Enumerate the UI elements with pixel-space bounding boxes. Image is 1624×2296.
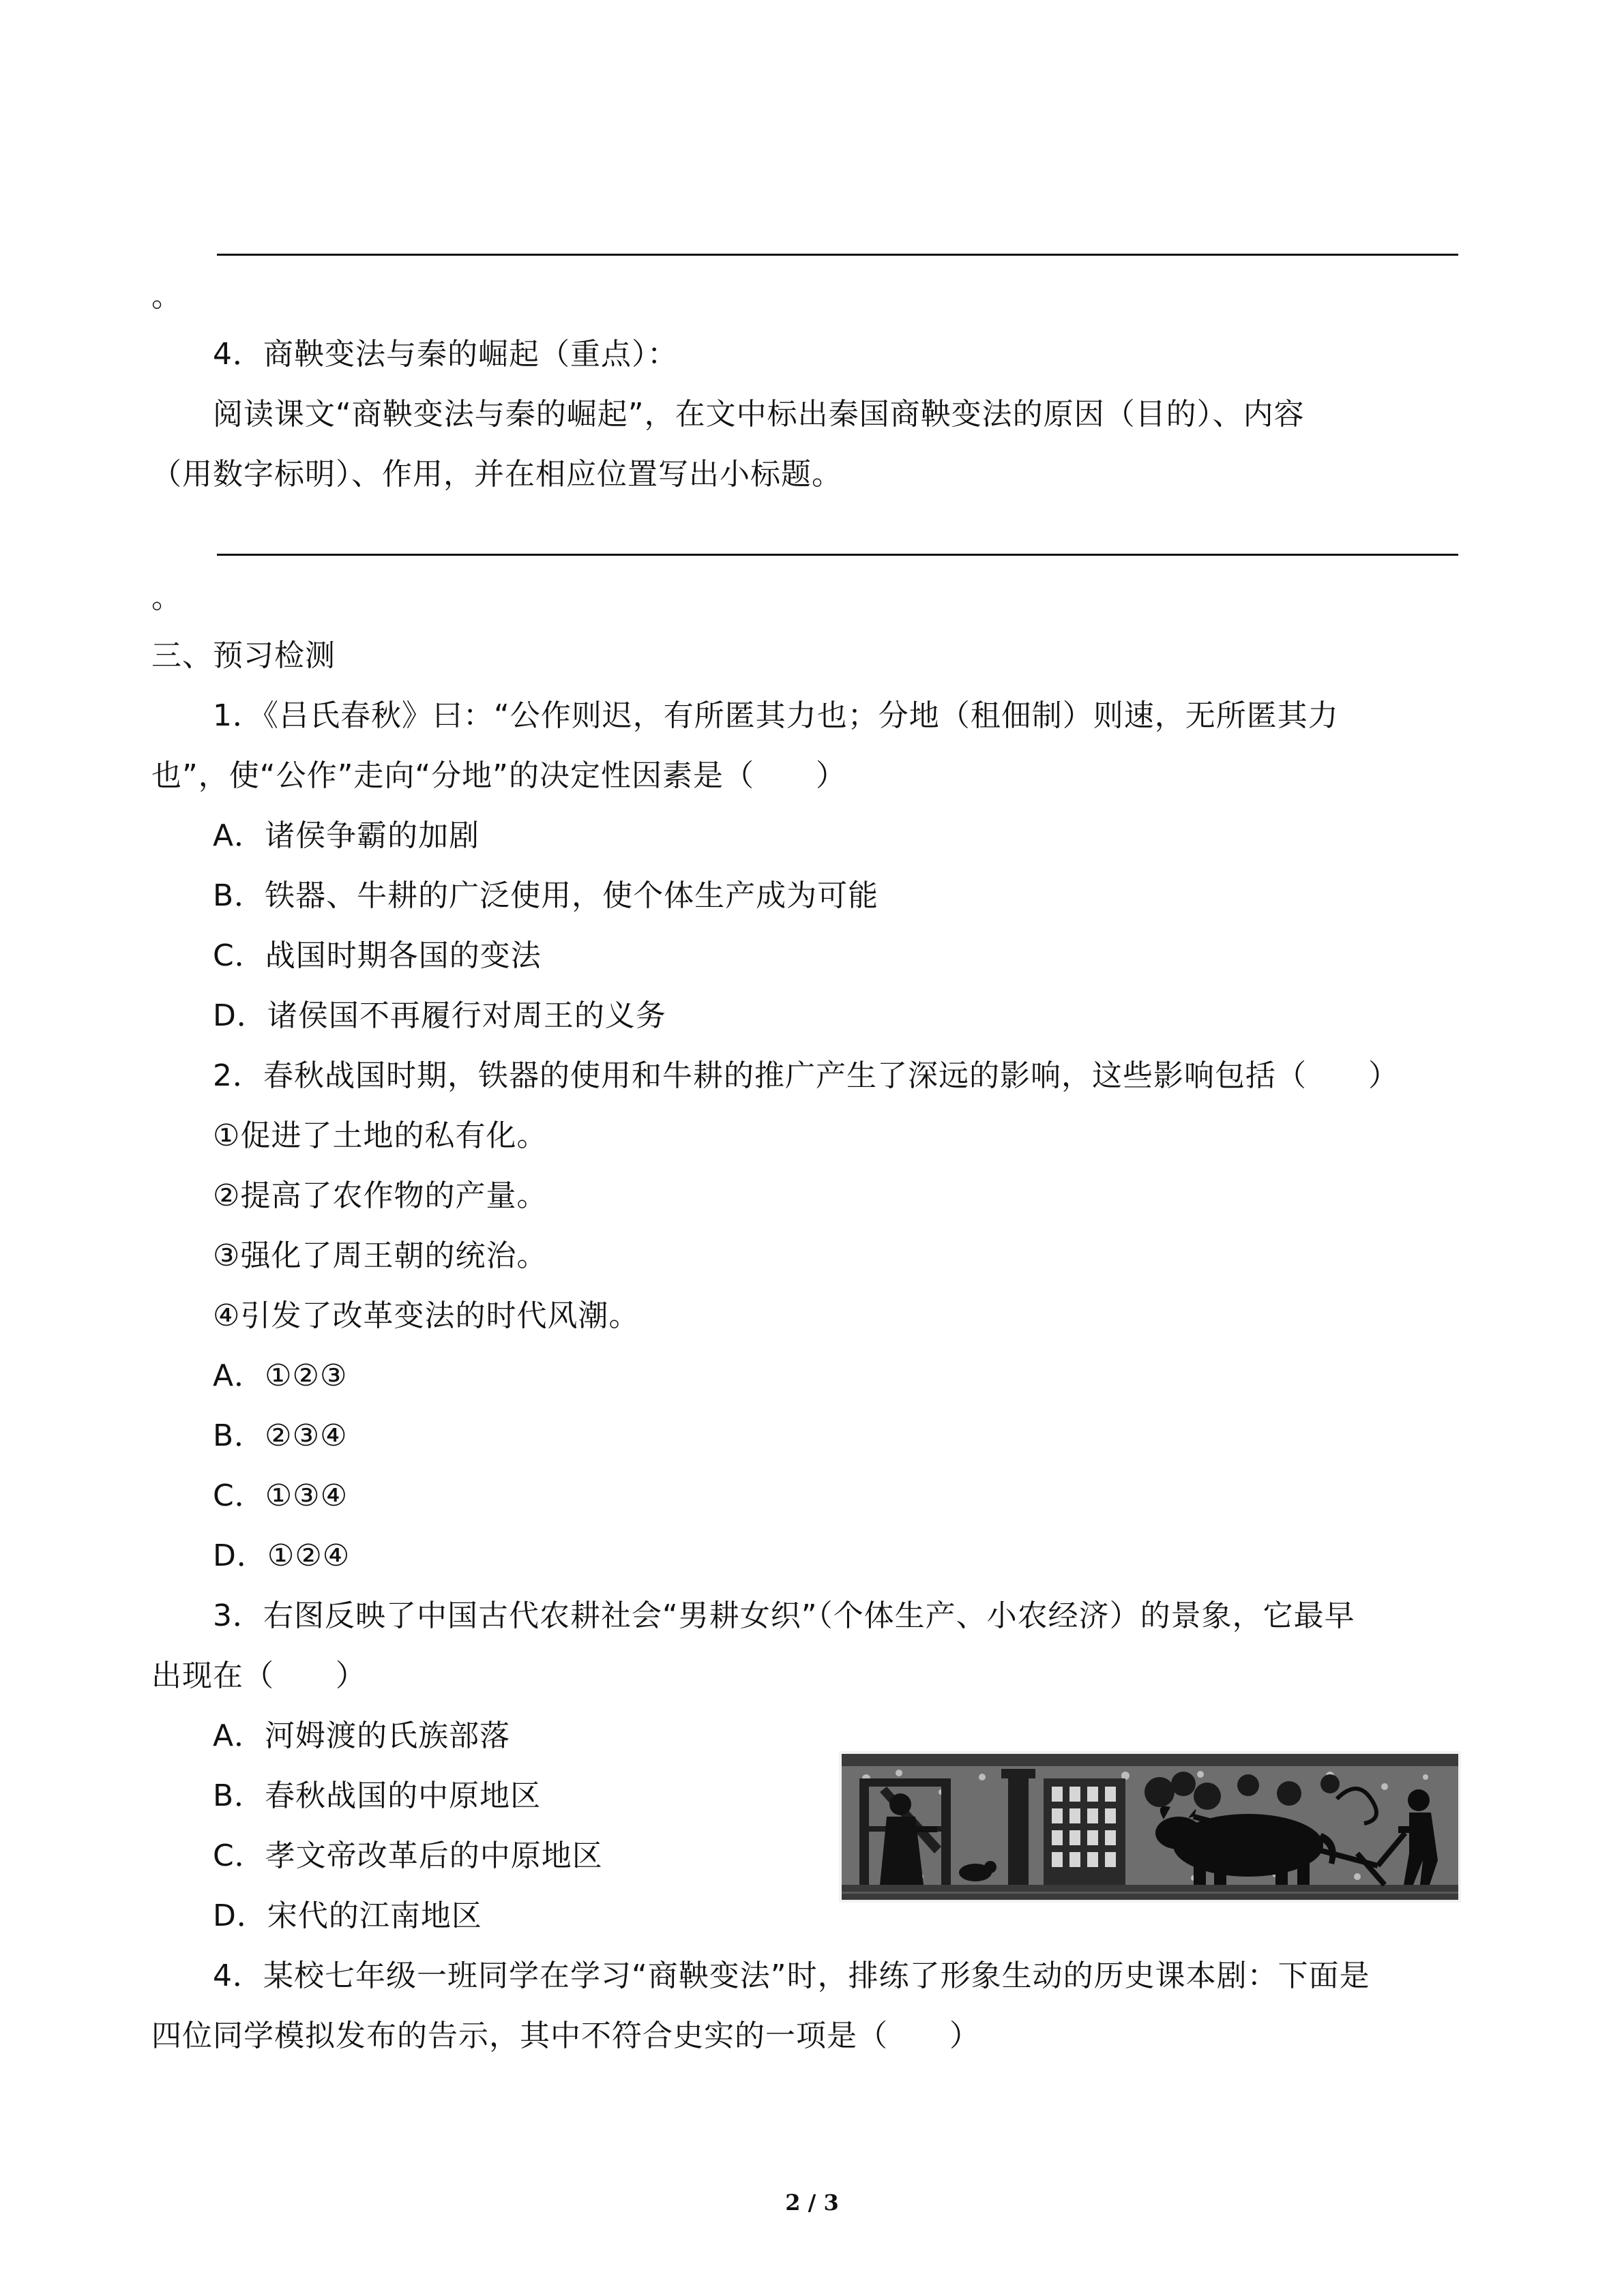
question-2-statement-1: ①促进了土地的私有化。: [213, 1118, 548, 1153]
question-1-stem-line-2: 也”，使“公作”走向“分地”的决定性因素是（ ）: [151, 758, 846, 793]
question-2-option-d: D．①②④: [213, 1538, 351, 1573]
question-2-option-b: B．②③④: [213, 1418, 348, 1453]
question-2-stem: 2．春秋战国时期，铁器的使用和牛耕的推广产生了深远的影响，这些影响包括（ ）: [213, 1058, 1399, 1093]
question-1-option-d: D．诸侯国不再履行对周王的义务: [213, 998, 666, 1033]
question-2-option-a: A．①②③: [213, 1358, 348, 1393]
farming-scene-illustration: [839, 1751, 1461, 1903]
question-2-option-c: C．①③④: [213, 1478, 349, 1513]
question-3-option-c: C．孝文帝改革后的中原地区: [213, 1838, 603, 1873]
question-2-statement-3: ③强化了周王朝的统治。: [213, 1238, 548, 1273]
page-number: 2 / 3: [785, 2190, 839, 2216]
item-4-body-line-1: 阅读课文“商鞅变法与秦的崛起”，在文中标出秦国商鞅变法的原因（目的）、内容: [213, 397, 1305, 432]
item-4-heading: 4．商鞅变法与秦的崛起（重点）：: [213, 337, 678, 372]
line-end-period: 。: [151, 279, 181, 314]
question-2-statement-4: ④引发了改革变法的时代风潮。: [213, 1298, 640, 1333]
question-1-stem-line-1: 1．《吕氏春秋》曰：“公作则迟，有所匿其力也；分地（租佃制）则速，无所匿其力: [213, 698, 1339, 733]
line-end-period: 。: [151, 580, 181, 615]
question-2-statement-2: ②提高了农作物的产量。: [213, 1178, 548, 1213]
farming-scene-icon: [839, 1751, 1461, 1903]
question-1-option-a: A．诸侯争霸的加剧: [213, 818, 480, 853]
question-3-stem-line-2: 出现在（ ）: [151, 1658, 366, 1693]
question-4-stem-line-2: 四位同学模拟发布的告示，其中不符合史实的一项是（ ）: [151, 2018, 980, 2053]
question-3-stem-line-1: 3．右图反映了中国古代农耕社会“男耕女织”（个体生产、小农经济）的景象，它最早: [213, 1598, 1355, 1633]
question-3-option-b: B．春秋战国的中原地区: [213, 1778, 542, 1813]
question-3-option-d: D．宋代的江南地区: [213, 1898, 482, 1933]
question-3-option-a: A．河姆渡的氏族部落: [213, 1718, 511, 1753]
question-1-option-c: C．战国时期各国的变法: [213, 938, 542, 973]
answer-blank-line: [217, 254, 1458, 256]
item-4-body-line-2: （用数字标明）、作用，并在相应位置写出小标题。: [151, 457, 842, 492]
section-heading: 三、预习检测: [151, 638, 336, 673]
question-1-option-b: B．铁器、牛耕的广泛使用，使个体生产成为可能: [213, 878, 879, 913]
question-4-stem-line-1: 4．某校七年级一班同学在学习“商鞅变法”时，排练了形象生动的历史课本剧：下面是: [213, 1958, 1370, 1993]
answer-blank-line: [217, 554, 1458, 556]
